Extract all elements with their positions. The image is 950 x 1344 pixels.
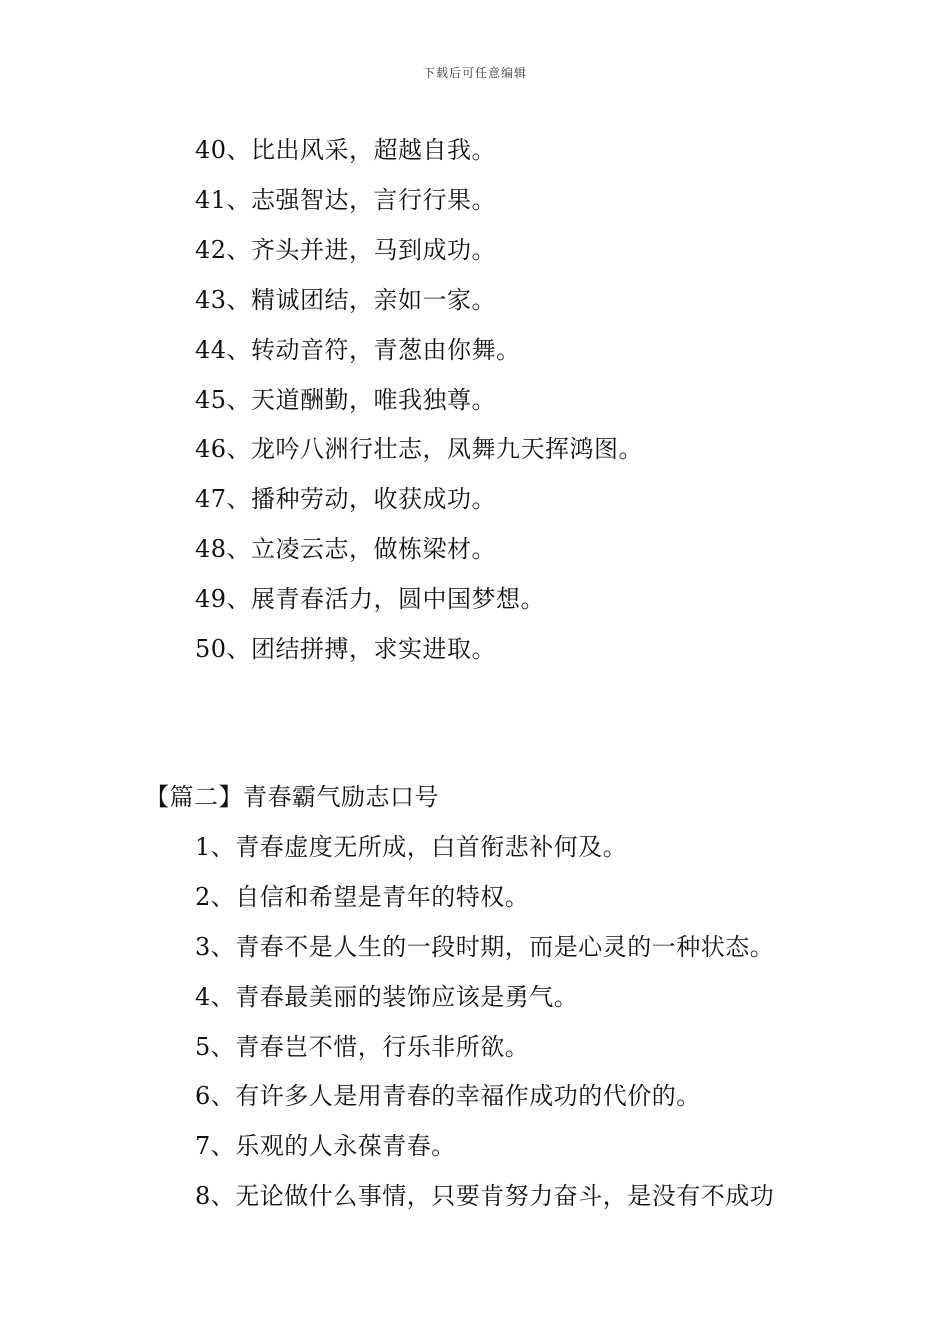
slogan-item: 40、比出风采，超越自我。 (195, 136, 497, 164)
slogan-item: 5、青春岂不惜，行乐非所欲。 (195, 1033, 530, 1061)
slogan-item: 1、青春虚度无所成，白首衔悲补何及。 (195, 833, 628, 861)
slogan-item: 4、青春最美丽的装饰应该是勇气。 (195, 983, 579, 1011)
slogan-item: 6、有许多人是用青春的幸福作成功的代价的。 (195, 1082, 701, 1110)
slogan-item: 7、乐观的人永葆青春。 (195, 1132, 456, 1160)
slogan-item: 49、展青春活力，圆中国梦想。 (195, 585, 546, 613)
slogan-item: 50、团结拼搏，求实进取。 (195, 635, 497, 663)
slogan-item: 48、立凌云志，做栋梁材。 (195, 535, 497, 563)
slogan-item: 47、播种劳动，收获成功。 (195, 485, 497, 513)
slogan-item: 45、天道酬勤，唯我独尊。 (195, 386, 497, 414)
page-header: 下载后可任意编辑 (422, 66, 527, 80)
slogan-item: 3、青春不是人生的一段时期，而是心灵的一种状态。 (195, 933, 775, 961)
slogan-item: 43、精诚团结，亲如一家。 (195, 286, 497, 314)
slogan-item: 41、志强智达，言行行果。 (195, 186, 497, 214)
slogan-item: 46、龙吟八洲行壮志，凤舞九天挥鸿图。 (195, 435, 644, 463)
slogan-item: 42、齐头并进，马到成功。 (195, 236, 497, 264)
slogan-item: 2、自信和希望是青年的特权。 (195, 883, 530, 911)
section-title: 【篇二】青春霸气励志口号 (145, 783, 439, 811)
slogan-item: 8、无论做什么事情，只要肯努力奋斗，是没有不成功 (195, 1182, 775, 1210)
slogan-item: 44、转动音符，青葱由你舞。 (195, 336, 521, 364)
